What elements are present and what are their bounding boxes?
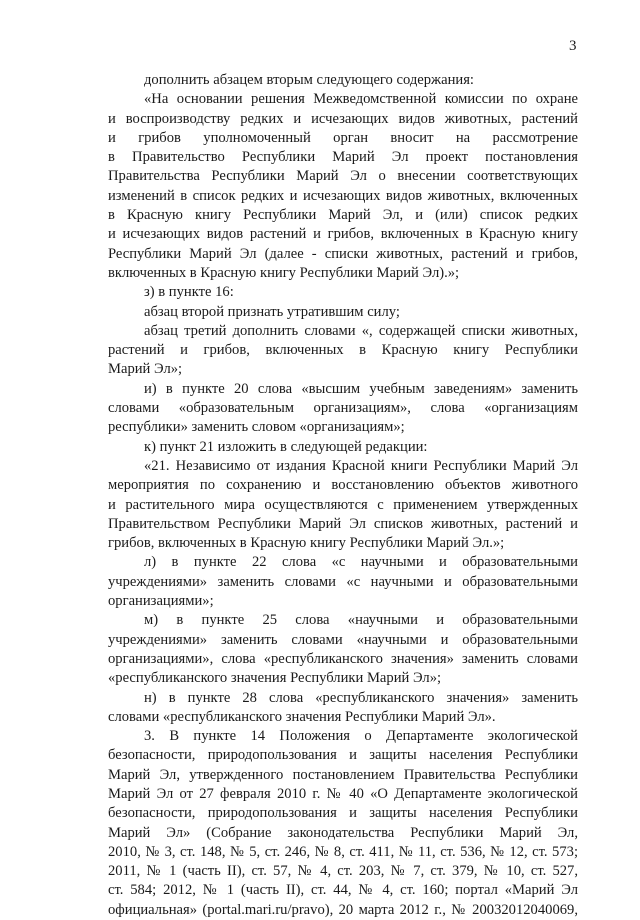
- text-line: н) в пункте 28 слова «республиканского значения» заменить: [144, 689, 578, 706]
- text-line: в Правительство Республики Марий Эл проект постановления: [108, 149, 578, 166]
- text-line: и воспроизводству редких и исчезающих видов животных, растений: [108, 110, 578, 127]
- text-line: Правительства Республики Марий Эл о внесении соответствующих: [108, 168, 578, 185]
- text-line: безопасности, природопользования и защиты населения Республики: [108, 805, 578, 822]
- text-line: Марий Эл от 27 февраля 2010 г. № 40 «О Департаменте экологической: [108, 785, 578, 802]
- text-line: к) пункт 21 изложить в следующей редакции:: [144, 438, 428, 455]
- text-line: «21. Независимо от издания Красной книги Республики Марий Эл: [144, 457, 578, 474]
- text-line: организациями», слова «республиканского значения» заменить словами: [108, 650, 578, 667]
- text-line: словами «республиканского значения Республики Марий Эл».: [108, 708, 496, 725]
- page-number: 3: [569, 38, 577, 54]
- text-line: м) в пункте 25 слова «научными и образовательными: [144, 612, 578, 629]
- text-line: и растительного мира осуществляются с применением утвержденных: [108, 496, 578, 513]
- text-line: 3. В пункте 14 Положения о Департаменте экологической: [144, 728, 578, 745]
- text-line: и грибов уполномоченный орган вносит на рассмотрение: [108, 129, 578, 146]
- text-line: Республики Марий Эл (далее - списки животных, растений и грибов,: [108, 245, 578, 262]
- text-line: учреждениями» заменить словами «с научными и образовательными: [108, 573, 578, 590]
- text-line: ст. 584; 2012, № 1 (часть II), ст. 44, № 4, ст. 160; портал «Марий Эл: [108, 882, 578, 899]
- text-line: официальная» (portal.mari.ru/pravo), 20 марта 2012 г., № 20032012040069,: [108, 901, 578, 918]
- text-line: дополнить абзацем вторым следующего содержания:: [144, 72, 474, 88]
- document-body: [108, 71, 578, 920]
- text-line: л) в пункте 22 слова «с научными и образовательными: [144, 554, 578, 571]
- text-line: Марий Эл» (Собрание законодательства Республики Марий Эл,: [108, 824, 578, 841]
- text-line: в Красную книгу Республики Марий Эл, и (или) список редких: [108, 207, 578, 224]
- text-line: и исчезающих видов растений и грибов, включенных в Красную книгу: [108, 226, 578, 243]
- text-line: безопасности, природопользования и защиты населения Республики: [108, 747, 578, 764]
- text-line: «На основании решения Межведомственной комиссии по охране: [144, 91, 578, 108]
- text-line: 2010, № 3, ст. 148, № 5, ст. 246, № 8, ст. 411, № 11, ст. 536, № 12, ст. 573;: [108, 843, 578, 860]
- text-line: Марий Эл»;: [108, 361, 183, 378]
- text-line: абзац второй признать утратившим силу;: [144, 303, 400, 320]
- text-line: учреждениями» заменить словами «научными и образовательными: [108, 631, 578, 648]
- text-line: 2011, № 1 (часть II), ст. 57, № 4, ст. 203, № 7, ст. 379, № 10, ст. 527,: [108, 863, 578, 880]
- text-line: Правительством Республики Марий Эл списков животных, растений и: [108, 515, 578, 532]
- text-line: изменений в список редких и исчезающих видов животных, включенных: [108, 187, 578, 204]
- text-line: растений и грибов, включенных в Красную книгу Республики: [108, 342, 578, 359]
- text-line: словами «образовательным организациям», слова «организациям: [108, 400, 578, 417]
- text-line: «республиканского значения Республики Марий Эл»;: [108, 670, 442, 687]
- text-line: мероприятия по сохранению и восстановлению объектов животного: [108, 477, 578, 494]
- text-line: абзац третий дополнить словами «, содержащей списки животных,: [144, 322, 578, 339]
- text-line: грибов, включенных в Красную книгу Республики Марий Эл.»;: [108, 535, 505, 552]
- text-line: организациями»;: [108, 593, 214, 610]
- text-line: и) в пункте 20 слова «высшим учебным заведениям» заменить: [144, 380, 578, 397]
- text-line: включенных в Красную книгу Республики Марий Эл).»;: [108, 264, 460, 281]
- text-line: республики» заменить словом «организациям»;: [108, 419, 405, 436]
- text-line: Марий Эл, утвержденного постановлением Правительства Республики: [108, 766, 578, 783]
- text-line: з) в пункте 16:: [144, 284, 234, 301]
